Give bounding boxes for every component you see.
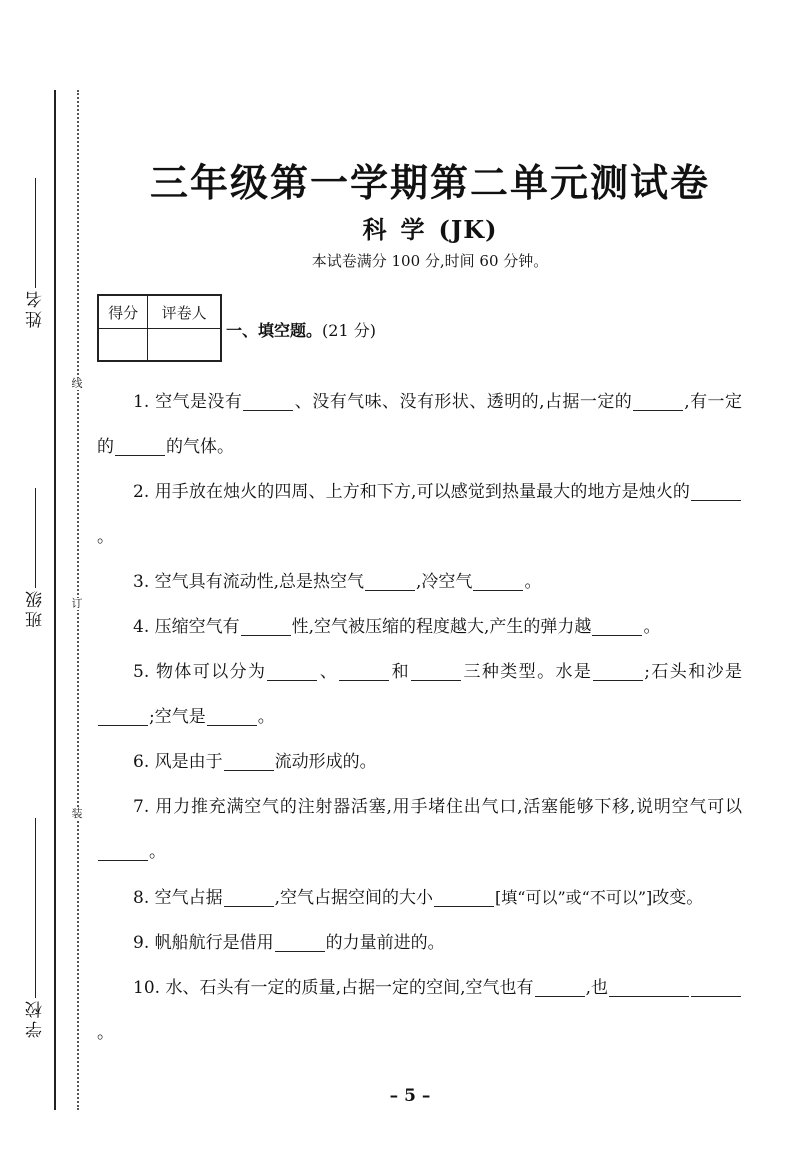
answer-blank[interactable] <box>365 570 415 591</box>
q5-text-c: 和 <box>390 662 411 682</box>
page-title: 三年级第一学期第二单元测试卷 <box>149 160 710 205</box>
name-write-line <box>35 178 36 288</box>
answer-blank[interactable] <box>98 705 148 726</box>
school-field[interactable] <box>22 818 48 1038</box>
q1-text-b: 、没有气味、没有形状、透明的,占据一定的 <box>294 392 633 412</box>
q2-text-a: 2. 用手放在烛火的四周、上方和下方,可以感觉到热量最大的地方是烛火的 <box>133 482 690 502</box>
question-2 <box>97 470 742 560</box>
q8-text-d: 改变。 <box>652 888 704 908</box>
class-label: 班级 <box>25 588 46 628</box>
binding-margin-line <box>54 90 56 1110</box>
question-6 <box>97 740 742 785</box>
q6-text-b: 流动形成的。 <box>274 752 377 772</box>
answer-blank[interactable] <box>593 660 643 681</box>
q3-text-b: ,冷空气 <box>416 572 473 592</box>
name-label: 姓名 <box>25 288 46 328</box>
class-field[interactable] <box>22 488 48 628</box>
q1-text-a: 1. 空气是没有 <box>133 392 243 412</box>
school-label: 学校 <box>25 998 46 1038</box>
question-list <box>97 380 742 1056</box>
page-number: – 5 – <box>389 1086 431 1106</box>
answer-blank[interactable] <box>691 480 741 501</box>
q10-text-c: 。 <box>97 1023 114 1043</box>
question-4 <box>97 605 742 650</box>
grader-header: 评卷人 <box>148 295 221 329</box>
question-7 <box>97 785 742 875</box>
school-write-line <box>35 818 36 998</box>
score-cell[interactable] <box>98 329 148 362</box>
question-8 <box>97 875 742 921</box>
q7-text-b: 。 <box>149 842 166 862</box>
name-field[interactable] <box>22 178 48 328</box>
answer-blank[interactable] <box>592 615 642 636</box>
question-9 <box>97 921 742 966</box>
q9-text-b: 的力量前进的。 <box>325 933 445 953</box>
answer-blank[interactable] <box>535 976 585 997</box>
q1-text-d: 的气体。 <box>166 437 234 457</box>
subject-name: 科学 <box>362 215 439 244</box>
answer-blank[interactable] <box>98 840 148 861</box>
q9-text-a: 9. 帆船航行是借用 <box>133 933 274 953</box>
answer-blank[interactable] <box>267 660 317 681</box>
q4-text-a: 4. 压缩空气有 <box>133 617 240 637</box>
question-3 <box>97 560 742 605</box>
answer-blank[interactable] <box>224 886 274 907</box>
q10-text-b: ,也 <box>585 978 609 998</box>
q5-text-b: 、 <box>318 662 339 682</box>
answer-blank[interactable] <box>115 435 165 456</box>
q8-hint: [填“可以”或“不可以”] <box>495 888 653 907</box>
q5-text-a: 5. 物体可以分为 <box>133 662 267 682</box>
q4-text-b: 性,空气被压缩的程度越大,产生的弹力越 <box>291 617 592 637</box>
cut-mark-bind: 订 <box>71 597 83 610</box>
q3-text-c: 。 <box>524 572 542 592</box>
q7-text-a: 7. 用力推充满空气的注射器活塞,用手堵住出气口,活塞能够下移,说明空气可以 <box>133 797 742 817</box>
question-10 <box>97 966 742 1056</box>
grader-cell[interactable] <box>148 329 221 362</box>
answer-blank[interactable] <box>339 660 389 681</box>
answer-blank[interactable] <box>207 705 257 726</box>
section-heading <box>226 318 376 341</box>
score-header: 得分 <box>98 295 148 329</box>
section-points: (21 分) <box>322 321 376 340</box>
answer-blank[interactable] <box>224 750 274 771</box>
q8-text-b: ,空气占据空间的大小 <box>274 888 434 908</box>
answer-blank[interactable] <box>275 931 325 952</box>
answer-blank[interactable] <box>434 886 494 907</box>
q1-text-c: ,有一定的 <box>97 392 743 457</box>
answer-blank[interactable] <box>609 976 689 997</box>
q3-text-a: 3. 空气具有流动性,总是热空气 <box>133 572 365 592</box>
cut-mark-line: 线 <box>71 377 83 390</box>
question-5 <box>97 650 742 740</box>
subject-title <box>90 210 770 245</box>
cut-mark-pack: 装 <box>71 807 83 820</box>
question-1 <box>97 380 742 470</box>
q6-text-a: 6. 风是由于 <box>133 752 223 772</box>
q5-text-e: ;石头和沙是 <box>644 662 743 682</box>
class-write-line <box>35 488 36 588</box>
section-name: 一、填空题。 <box>226 321 323 340</box>
answer-blank[interactable] <box>411 660 461 681</box>
subject-suffix: (JK) <box>438 215 498 244</box>
q4-text-c: 。 <box>643 617 661 637</box>
score-box <box>97 294 222 362</box>
q10-text-a: 10. 水、石头有一定的质量,占据一定的空间,空气也有 <box>133 978 534 998</box>
answer-blank[interactable] <box>691 976 741 997</box>
exam-note: 本试卷满分 100 分,时间 60 分钟。 <box>311 252 549 270</box>
answer-blank[interactable] <box>243 390 293 411</box>
q5-text-f: ;空气是 <box>149 707 206 727</box>
q8-text-a: 8. 空气占据 <box>133 888 223 908</box>
q5-text-d: 三种类型。水是 <box>462 662 593 682</box>
answer-blank[interactable] <box>241 615 291 636</box>
answer-blank[interactable] <box>633 390 683 411</box>
answer-blank[interactable] <box>473 570 523 591</box>
q5-text-g: 。 <box>257 707 275 727</box>
q2-text-b: 。 <box>97 527 114 547</box>
